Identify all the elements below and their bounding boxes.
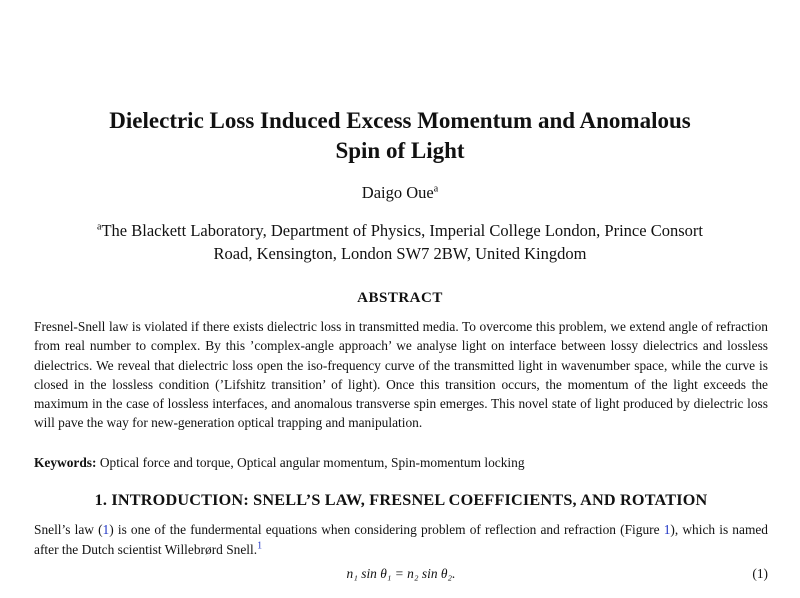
author-affiliation-mark: a [433,183,439,195]
keywords [34,453,768,472]
affiliation [30,219,770,265]
figure-ref-link[interactable]: 1 [663,522,671,537]
author-name: Daigo Oue [361,183,434,202]
equation-expression: n₁ sin θ₁ = n₂ sin θ₂. [346,566,456,581]
affiliation-line-2: Road, Kensington, London SW7 2BW, United Kingdom [213,244,587,263]
intro-text-a: Snell’s law ( [34,522,103,537]
affiliation-mark: a [97,221,102,233]
abstract-heading: ABSTRACT [357,290,443,306]
keywords-text: Optical force and torque, Optical angular momentum, Spin-momentum locking [99,455,525,470]
section-heading: 1. INTRODUCTION: SNELL’S LAW, FRESNEL COEFFICIENTS, AND ROTATION [94,491,708,509]
keywords-label: Keywords: [34,455,97,470]
equation-ref-link[interactable]: 1 [102,522,110,537]
intro-text-b: ) is one of the fundermental equations when considering problem of reflection and refraction (Figure [109,522,664,537]
intro-text-c: ), which is named after the Dutch scientist Willebrørd Snell. [34,522,768,557]
author [0,182,800,204]
paper-title [20,106,780,166]
footnote-ref-link[interactable]: 1 [257,540,263,552]
affiliation-text-1: The Blackett Laboratory, Department of Physics, Imperial College London, Prince Consort [101,221,703,240]
abstract-body: Fresnel-Snell law is violated if there exists dielectric loss in transmitted media. To overcome this problem, we extend angle of refraction from real number to complex. By this ’complex-angle approach’ we analyse light on interface between lossy dielectrics and lossless dielectrics. We reveal that dielectric loss open the iso-frequency curve of the transmitted light in wavenumber space, while the curve is closed in the lossless condition (’Lifshitz transition’ of light). Once this transition occurs, the momentum of the light exceeds the maximum in the case of lossless interfaces, and anomalous transverse spin emerges. This novel state of light produced by dielectric loss will pave the way for new-generation optical trapping and manipulation. [34,319,768,431]
equation-number: (1) [752,566,768,581]
title-line-1: Dielectric Loss Induced Excess Momentum and Anomalous [109,108,691,133]
intro-paragraph [34,520,768,559]
title-line-2: Spin of Light [335,138,465,163]
equation-1 [34,566,768,586]
affiliation-line-1 [30,219,770,242]
